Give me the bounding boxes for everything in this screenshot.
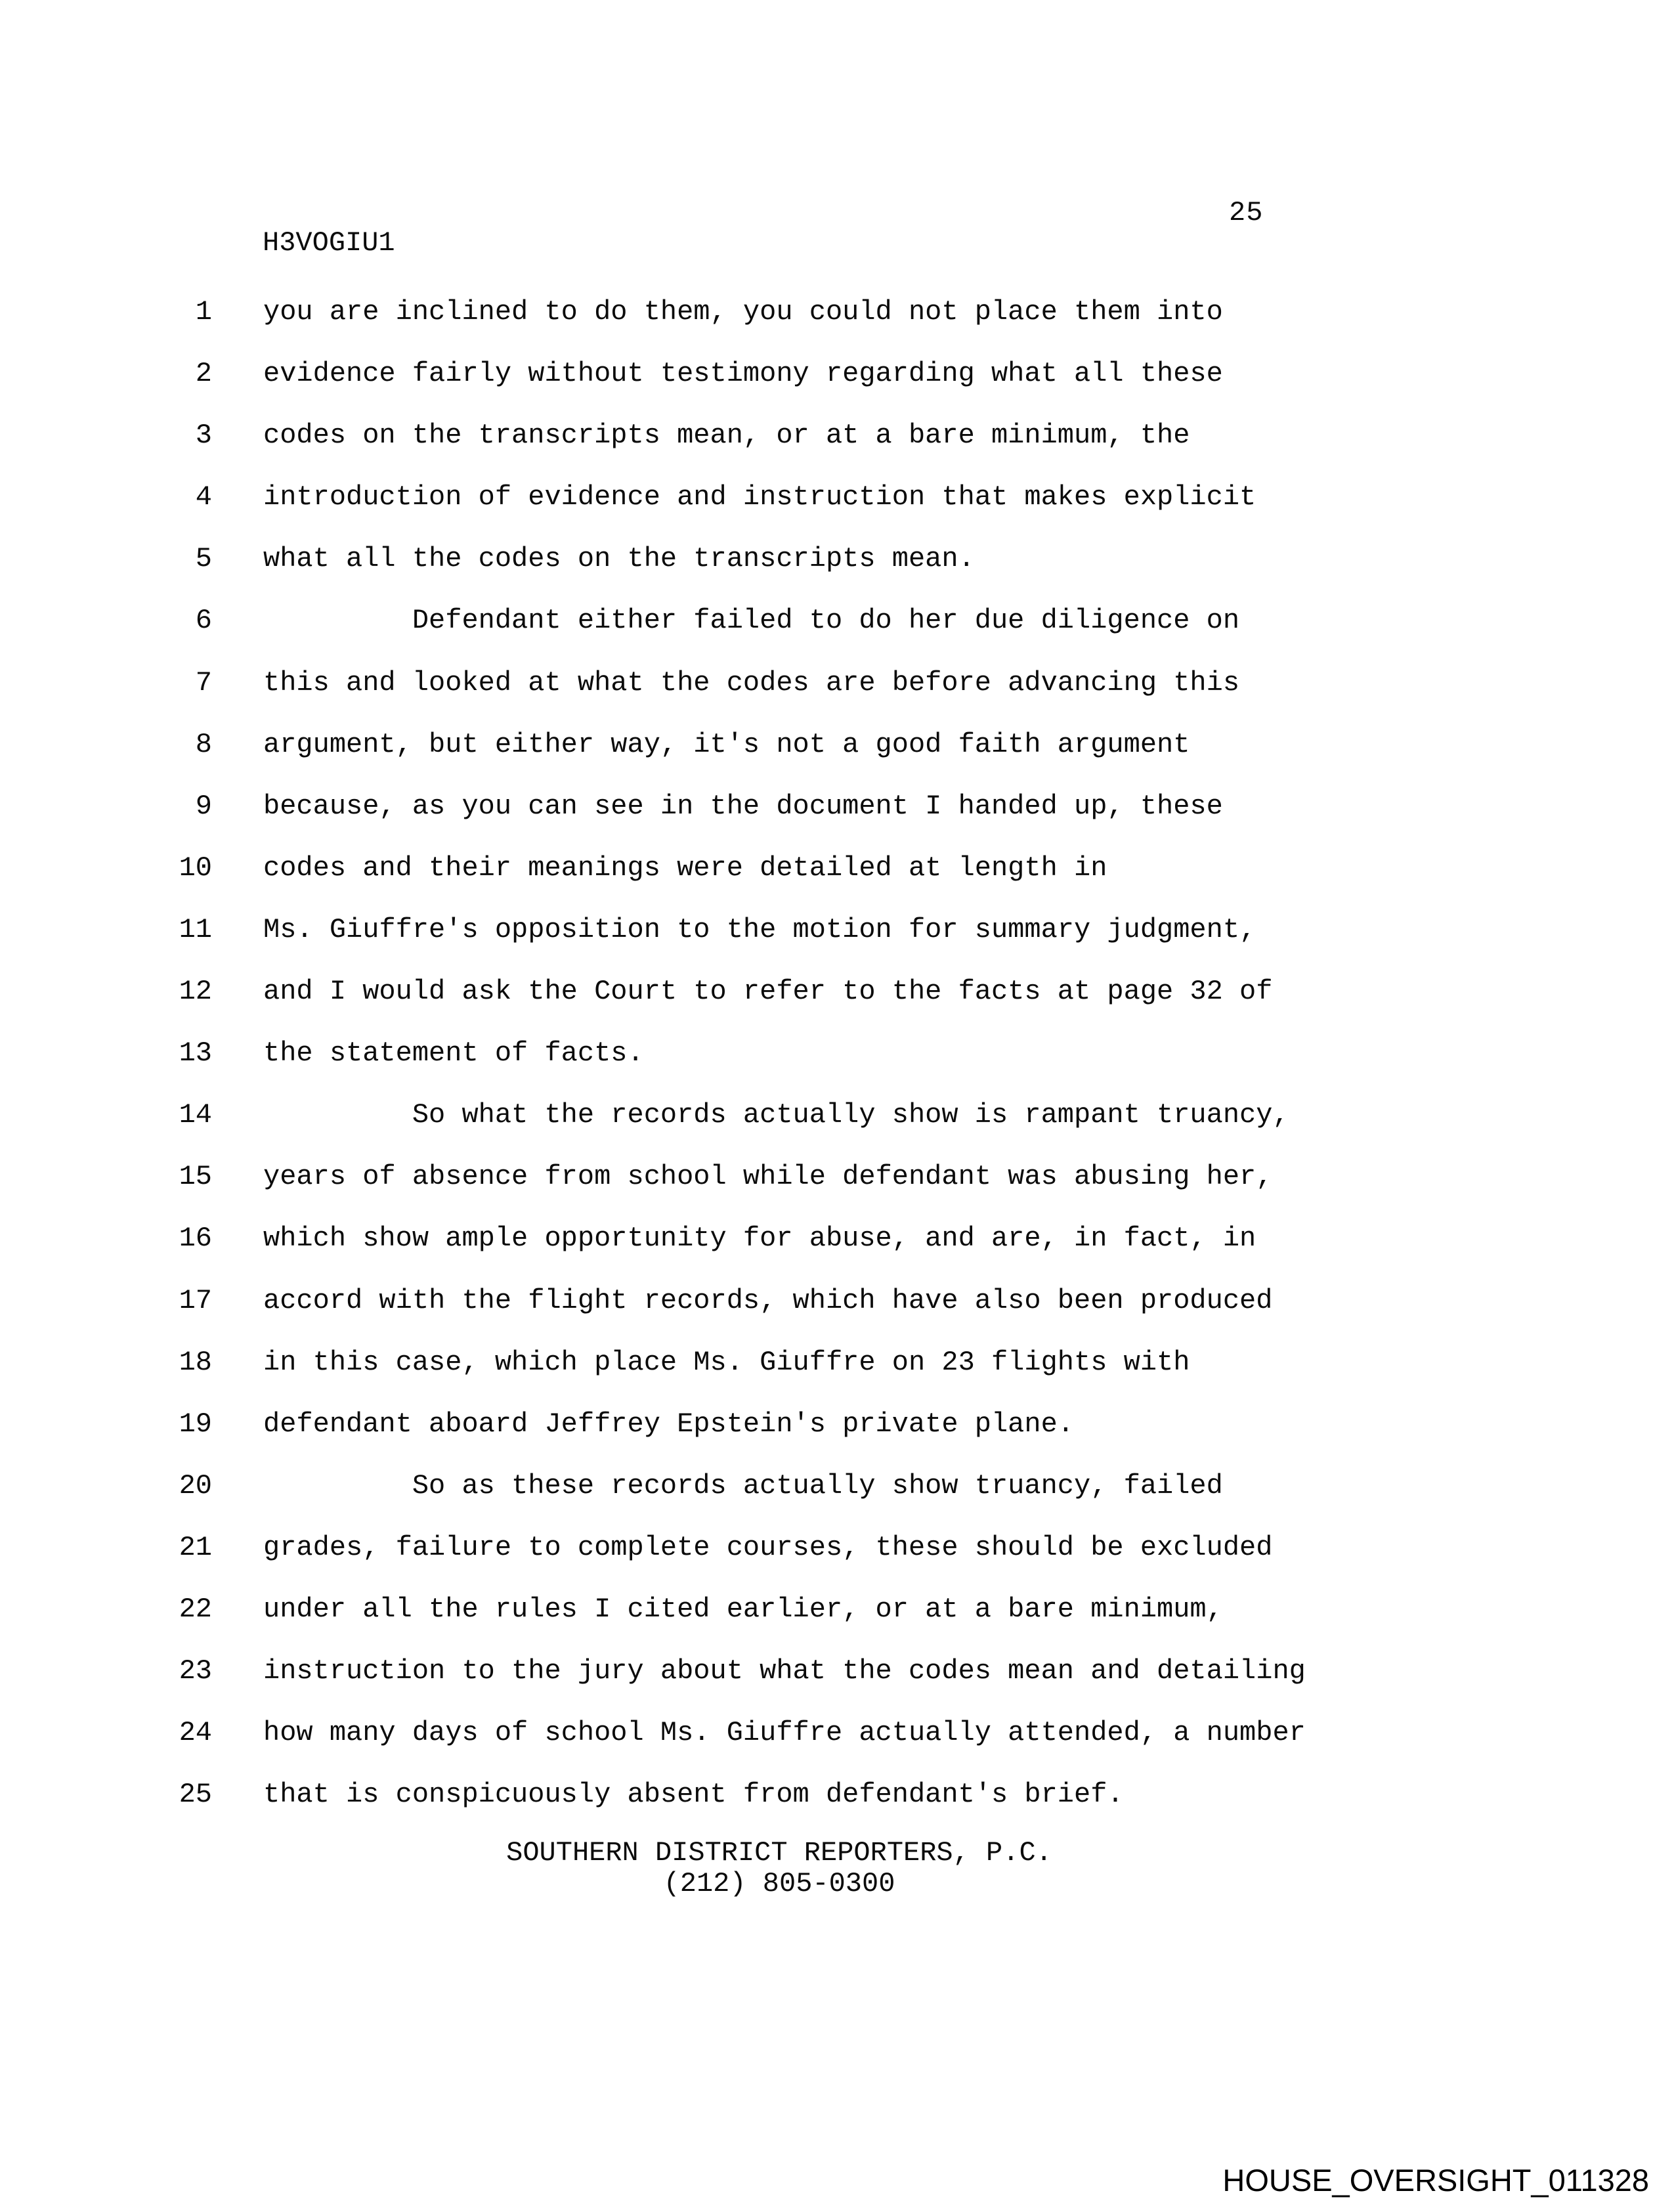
line-number: 11 (179, 913, 212, 945)
line-number: 10 (179, 852, 212, 884)
line-number: 8 (195, 728, 212, 760)
line-number: 9 (195, 790, 212, 822)
line-number: 23 (179, 1655, 212, 1687)
line-text: accord with the flight records, which have also been produced (263, 1284, 1273, 1316)
transcript-line (0, 790, 1674, 852)
line-text: So what the records actually show is rampant truancy, (263, 1099, 1289, 1131)
bates-watermark: HOUSE_OVERSIGHT_011328 (1222, 2163, 1649, 2198)
reporter-footer (263, 1838, 1295, 1899)
line-text: evidence fairly without testimony regarding what all these (263, 358, 1223, 390)
line-text: because, as you can see in the document I handed up, these (263, 790, 1223, 822)
line-text: Ms. Giuffre's opposition to the motion for summary judgment, (263, 913, 1256, 945)
transcript-line (0, 1408, 1674, 1469)
line-text: and I would ask the Court to refer to the facts at page 32 of (263, 976, 1273, 1008)
line-number: 7 (195, 666, 212, 699)
transcript-line (0, 1778, 1674, 1840)
transcript-line (0, 1655, 1674, 1716)
line-text: in this case, which place Ms. Giuffre on 23 flights with (263, 1346, 1190, 1378)
line-number: 16 (179, 1223, 212, 1255)
line-number: 25 (179, 1779, 212, 1811)
transcript-line (0, 1593, 1674, 1655)
line-text: introduction of evidence and instruction that makes explicit (263, 481, 1256, 513)
transcript-line (0, 481, 1674, 542)
transcript-line (0, 1037, 1674, 1098)
line-text: argument, but either way, it's not a good faith argument (263, 728, 1190, 760)
transcript-line (0, 1469, 1674, 1531)
transcript-line (0, 852, 1674, 913)
line-text: which show ample opportunity for abuse, and are, in fact, in (263, 1223, 1256, 1255)
line-number: 15 (179, 1161, 212, 1193)
line-text: the statement of facts. (263, 1037, 644, 1070)
transcript-line (0, 1160, 1674, 1222)
line-text: this and looked at what the codes are before advancing this (263, 666, 1240, 699)
transcript-line (0, 1098, 1674, 1160)
line-number: 21 (179, 1531, 212, 1563)
line-number: 14 (179, 1099, 212, 1131)
transcript-line (0, 295, 1674, 357)
line-text: how many days of school Ms. Giuffre actually attended, a number (263, 1717, 1306, 1749)
line-number: 24 (179, 1717, 212, 1749)
transcript-header-id: H3VOGIU1 (263, 227, 395, 259)
line-text: Defendant either failed to do her due diligence on (263, 605, 1240, 637)
line-text: grades, failure to complete courses, these should be excluded (263, 1531, 1273, 1563)
line-text: what all the codes on the transcripts mean. (263, 543, 975, 575)
transcript-body (0, 295, 1674, 1840)
line-number: 3 (195, 420, 212, 452)
line-number: 2 (195, 358, 212, 390)
line-number: 1 (195, 296, 212, 328)
transcript-line (0, 542, 1674, 604)
line-text: you are inclined to do them, you could not place them into (263, 296, 1223, 328)
footer-org: SOUTHERN DISTRICT REPORTERS, P.C. (506, 1837, 1052, 1869)
line-text: that is conspicuously absent from defendant's brief. (263, 1779, 1124, 1811)
transcript-line (0, 419, 1674, 481)
transcript-line (0, 1531, 1674, 1593)
transcript-line (0, 666, 1674, 728)
line-text: codes and their meanings were detailed at length in (263, 852, 1107, 884)
line-number: 6 (195, 605, 212, 637)
line-number: 19 (179, 1408, 212, 1440)
transcript-line (0, 1716, 1674, 1778)
line-text: instruction to the jury about what the codes mean and detailing (263, 1655, 1306, 1687)
line-text: So as these records actually show truancy, failed (263, 1469, 1223, 1502)
line-number: 22 (179, 1593, 212, 1625)
transcript-line (0, 1222, 1674, 1284)
line-number: 5 (195, 543, 212, 575)
line-text: years of absence from school while defendant was abusing her, (263, 1161, 1273, 1193)
transcript-line (0, 975, 1674, 1037)
line-number: 17 (179, 1284, 212, 1316)
page-number: 25 (1229, 197, 1264, 228)
transcript-line (0, 913, 1674, 975)
line-number: 12 (179, 976, 212, 1008)
line-number: 18 (179, 1346, 212, 1378)
line-number: 13 (179, 1037, 212, 1070)
transcript-line (0, 728, 1674, 790)
transcript-line (0, 1284, 1674, 1346)
line-number: 20 (179, 1469, 212, 1502)
line-number: 4 (195, 481, 212, 513)
line-text: codes on the transcripts mean, or at a bare minimum, the (263, 420, 1190, 452)
transcript-line (0, 357, 1674, 419)
transcript-line (0, 1346, 1674, 1408)
line-text: under all the rules I cited earlier, or at a bare minimum, (263, 1593, 1223, 1625)
transcript-line (0, 604, 1674, 666)
footer-phone: (212) 805-0300 (663, 1868, 895, 1899)
line-text: defendant aboard Jeffrey Epstein's private plane. (263, 1408, 1075, 1440)
